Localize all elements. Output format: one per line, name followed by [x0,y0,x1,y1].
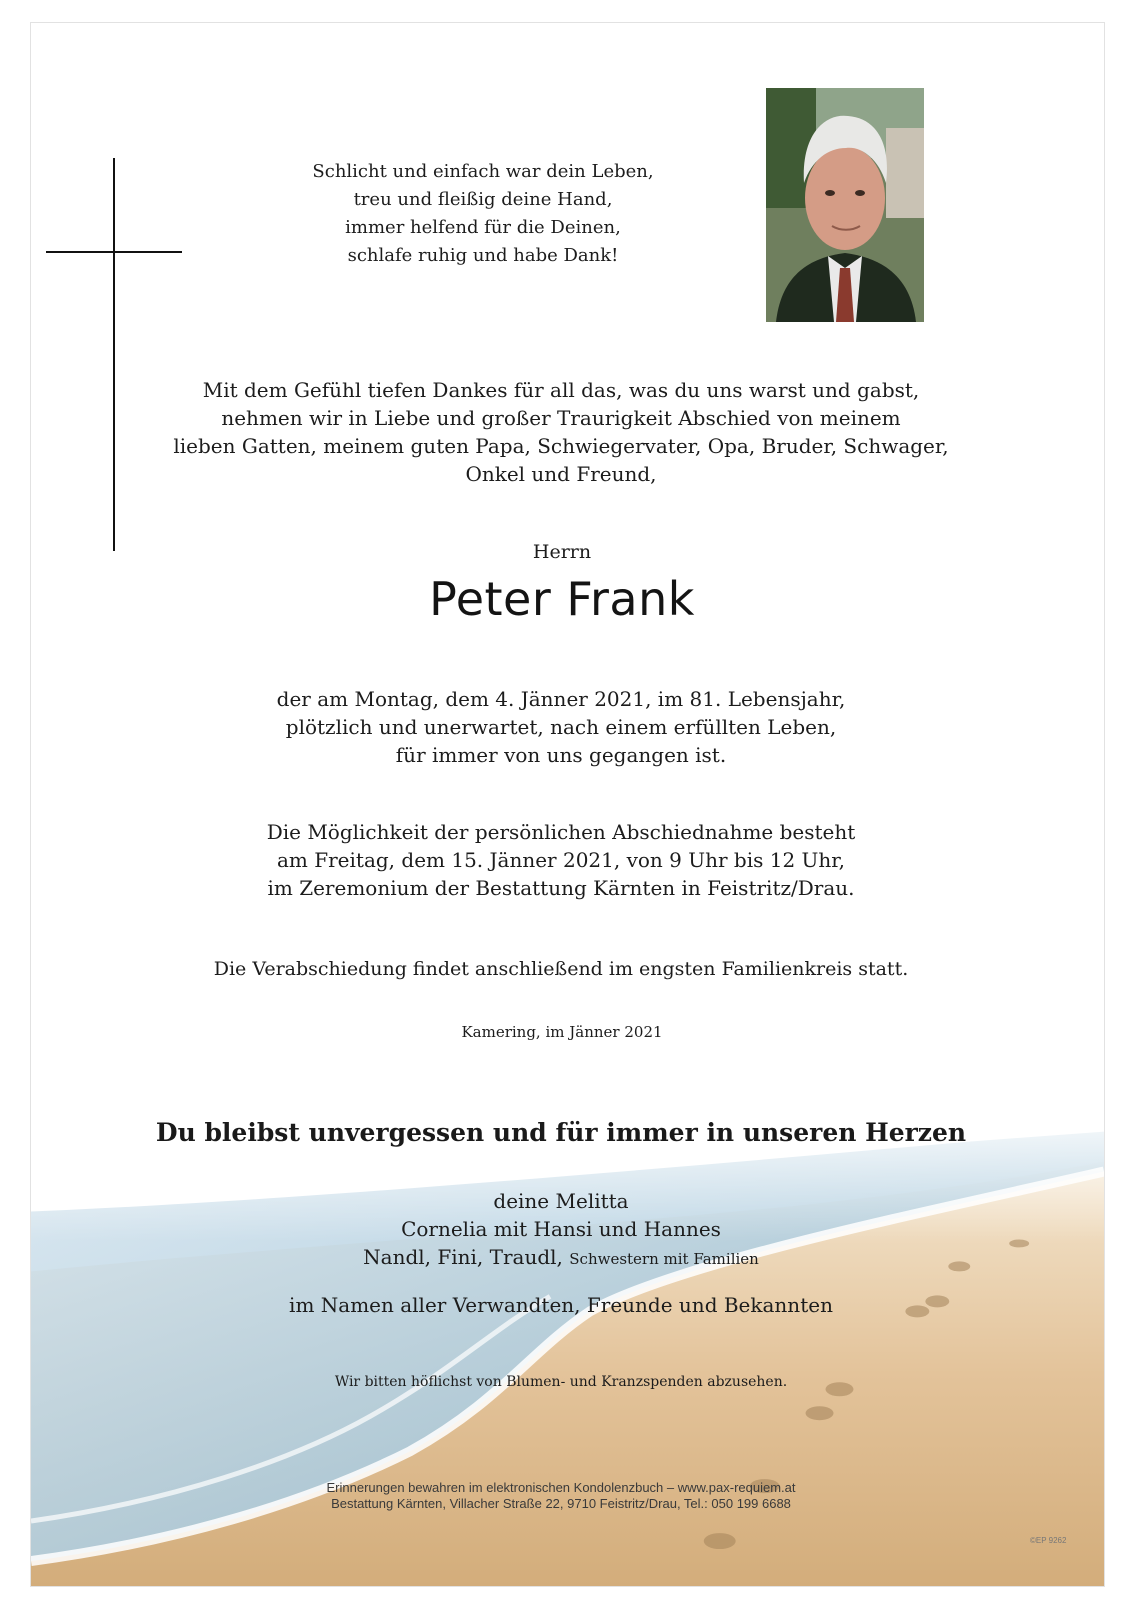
family-line: deine Melitta [493,1189,629,1213]
viewing-info [200,818,922,902]
viewing-line: am Freitag, dem 15. Jänner 2021, von 9 Uhr bis 12 Uhr, [277,848,845,872]
poem-line: immer helfend für die Deinen, [345,217,621,238]
intro-line: lieben Gatten, meinem guten Papa, Schwiegervater, Opa, Bruder, Schwager, [173,434,949,458]
cross-icon-bar [46,251,182,253]
poem [250,158,716,270]
deceased-name: Peter Frank [429,572,695,626]
poem-line: Schlicht und einfach war dein Leben, [312,161,654,182]
salutation: Herrn [532,541,592,563]
family-line [250,1243,872,1273]
cross-icon [113,158,115,551]
death-notice [200,685,922,769]
intro-text [160,376,962,488]
poem-line: treu und fleißig deine Hand, [353,189,613,210]
poem-line: schlafe ruhig und habe Dank! [347,245,619,266]
family-signatures [250,1187,872,1273]
intro-line: Onkel und Freund, [465,462,657,486]
intro-line: Mit dem Gefühl tiefen Dankes für all das, was du uns warst und gabst, [202,378,920,402]
motto: Du bleibst unvergessen und für immer in unseren Herzen [155,1118,967,1147]
condolence-book-line: Erinnerungen bewahren im elektronischen Kondolenzbuch – www.pax-requiem.at [326,1480,796,1495]
siblings-names: Nandl, Fini, Traudl, [363,1245,563,1269]
flowers-note: Wir bitten höflichst von Blumen- und Kranzspenden abzusehen. [334,1374,788,1390]
death-notice-line: plötzlich und unerwartet, nach einem erfüllten Leben, [285,715,837,739]
death-notice-line: für immer von uns gegangen ist. [395,743,727,767]
death-notice-line: der am Montag, dem 4. Jänner 2021, im 81. Lebensjahr, [276,687,846,711]
family-line: Cornelia mit Hansi und Hannes [401,1217,721,1241]
portrait-photo [766,88,924,322]
template-code: ©EP 9262 [1030,1536,1067,1545]
siblings-note: Schwestern mit Familien [569,1250,759,1268]
place-date: Kamering, im Jänner 2021 [461,1023,663,1041]
footer [230,1480,892,1512]
relatives-line: im Namen aller Verwandten, Freunde und Bekannten [289,1293,833,1317]
viewing-line: im Zeremonium der Bestattung Kärnten in Feistritz/Drau. [267,876,855,900]
funeral-home-line: Bestattung Kärnten, Villacher Straße 22, 9710 Feistritz/Drau, Tel.: 050 199 6688 [331,1496,791,1511]
intro-line: nehmen wir in Liebe und großer Traurigkeit Abschied von meinem [221,406,901,430]
viewing-line: Die Möglichkeit der persönlichen Abschiednahme besteht [266,820,856,844]
farewell-note: Die Verabschiedung findet anschließend im engsten Familienkreis statt. [213,958,909,980]
